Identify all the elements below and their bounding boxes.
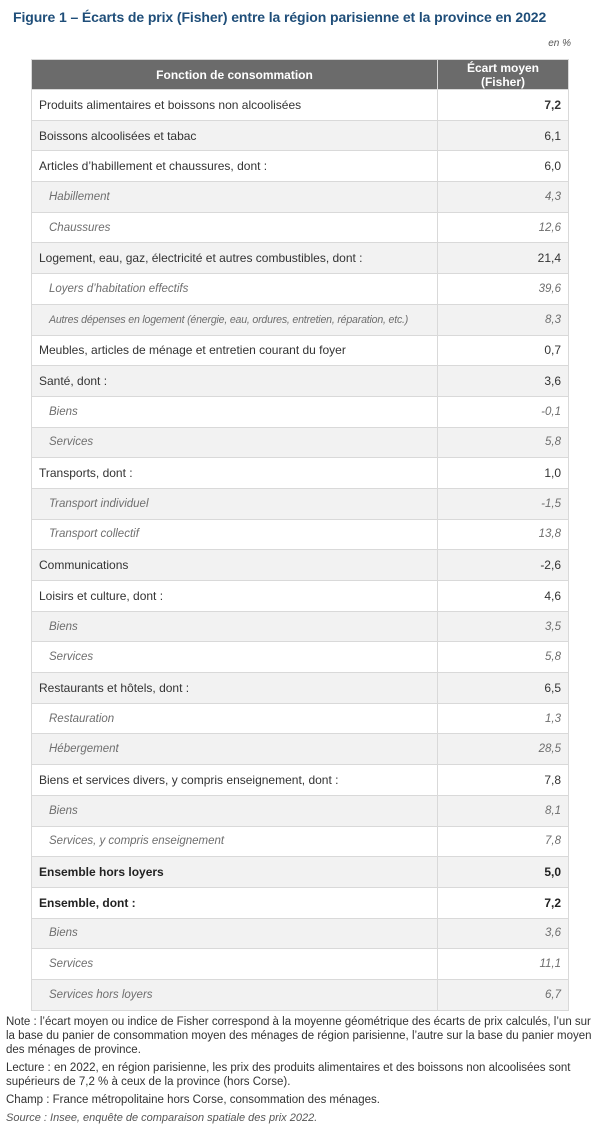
row-value: 3,6 [438,918,569,949]
row-label: Boissons alcoolisées et tabac [32,120,438,151]
price-gap-table [31,59,569,1011]
row-label: Transports, dont : [32,458,438,489]
table-row [32,304,569,335]
table-row [32,335,569,366]
table-row [32,887,569,918]
table-row [32,120,569,151]
table-row [32,795,569,826]
row-value: 7,8 [438,826,569,857]
row-label: Santé, dont : [32,366,438,397]
row-value: 11,1 [438,949,569,980]
row-label: Services [32,949,438,980]
table-row [32,918,569,949]
unit-label: en % [548,38,571,49]
table-row [32,673,569,704]
row-value: 3,6 [438,366,569,397]
table-row [32,427,569,458]
table-row [32,979,569,1010]
table-row [32,703,569,734]
table-row [32,642,569,673]
table-row [32,734,569,765]
table-row [32,611,569,642]
row-label: Articles d’habillement et chaussures, dont : [32,151,438,182]
row-label: Chaussures [32,212,438,243]
row-label: Ensemble hors loyers [32,857,438,888]
row-value: 28,5 [438,734,569,765]
row-label: Habillement [32,182,438,213]
row-value: 7,2 [438,887,569,918]
row-value: 8,3 [438,304,569,335]
row-label: Biens [32,918,438,949]
row-value: 5,8 [438,427,569,458]
row-value: 12,6 [438,212,569,243]
table-row [32,274,569,305]
row-value: 5,0 [438,857,569,888]
table-row [32,550,569,581]
row-value: 7,8 [438,765,569,796]
row-label: Biens [32,611,438,642]
table-row [32,90,569,121]
row-label: Biens et services divers, y compris enseignement, dont : [32,765,438,796]
row-value: 5,8 [438,642,569,673]
row-value: 4,3 [438,182,569,213]
row-label: Restauration [32,703,438,734]
table-row [32,212,569,243]
row-label: Services hors loyers [32,979,438,1010]
column-header-function: Fonction de consommation [32,60,438,90]
row-label: Ensemble, dont : [32,887,438,918]
figure-title: Figure 1 – Écarts de prix (Fisher) entre la région parisienne et la province en 2022 [13,9,547,25]
table-row [32,243,569,274]
row-value: 21,4 [438,243,569,274]
row-value: 4,6 [438,581,569,612]
table-row [32,182,569,213]
row-label: Meubles, articles de ménage et entretien courant du foyer [32,335,438,366]
table-row [32,826,569,857]
row-value: 6,7 [438,979,569,1010]
row-label: Autres dépenses en logement (énergie, eau, ordures, entretien, réparation, etc.) [32,304,438,335]
column-header-fisher: Écart moyen (Fisher) [438,60,569,90]
champ-text: Champ : France métropolitaine hors Corse, consommation des ménages. [6,1094,380,1106]
row-label: Loyers d’habitation effectifs [32,274,438,305]
row-value: 8,1 [438,795,569,826]
row-label: Communications [32,550,438,581]
row-value: 7,2 [438,90,569,121]
table-row [32,581,569,612]
row-label: Services [32,642,438,673]
row-value: 39,6 [438,274,569,305]
table-body [32,90,569,1011]
row-label: Restaurants et hôtels, dont : [32,673,438,704]
row-value: 6,1 [438,120,569,151]
table-row [32,458,569,489]
table-row [32,949,569,980]
row-label: Hébergement [32,734,438,765]
row-label: Transport individuel [32,488,438,519]
row-label: Biens [32,396,438,427]
table-header-row [32,60,569,90]
notes-block [6,1015,594,1129]
table-row [32,396,569,427]
table-row [32,488,569,519]
row-value: -2,6 [438,550,569,581]
note-text: Note : l’écart moyen ou indice de Fisher correspond à la moyenne géométrique des écarts de prix calculés, l’un sur la base du panier de consommation moyen des ménages de région parisienne, l’autre sur la base du panier moyen des ménages de province. [6,1016,592,1056]
row-label: Services [32,427,438,458]
row-value: 13,8 [438,519,569,550]
row-label: Produits alimentaires et boissons non alcoolisées [32,90,438,121]
lecture-text: Lecture : en 2022, en région parisienne, les prix des produits alimentaires et des boissons non alcoolisées sont supérieurs de 7,2 % à ceux de la province (hors Corse). [6,1062,571,1088]
row-value: 6,0 [438,151,569,182]
row-label: Biens [32,795,438,826]
table-row [32,765,569,796]
table-row [32,366,569,397]
row-label: Loisirs et culture, dont : [32,581,438,612]
source-text: Source : Insee, enquête de comparaison spatiale des prix 2022. [6,1112,318,1124]
row-label: Logement, eau, gaz, électricité et autres combustibles, dont : [32,243,438,274]
table-row [32,151,569,182]
row-value: 0,7 [438,335,569,366]
row-value: 3,5 [438,611,569,642]
row-value: -1,5 [438,488,569,519]
row-label: Services, y compris enseignement [32,826,438,857]
table-row [32,519,569,550]
table-row [32,857,569,888]
row-value: 1,0 [438,458,569,489]
row-value: 6,5 [438,673,569,704]
row-value: 1,3 [438,703,569,734]
row-value: -0,1 [438,396,569,427]
row-label: Transport collectif [32,519,438,550]
